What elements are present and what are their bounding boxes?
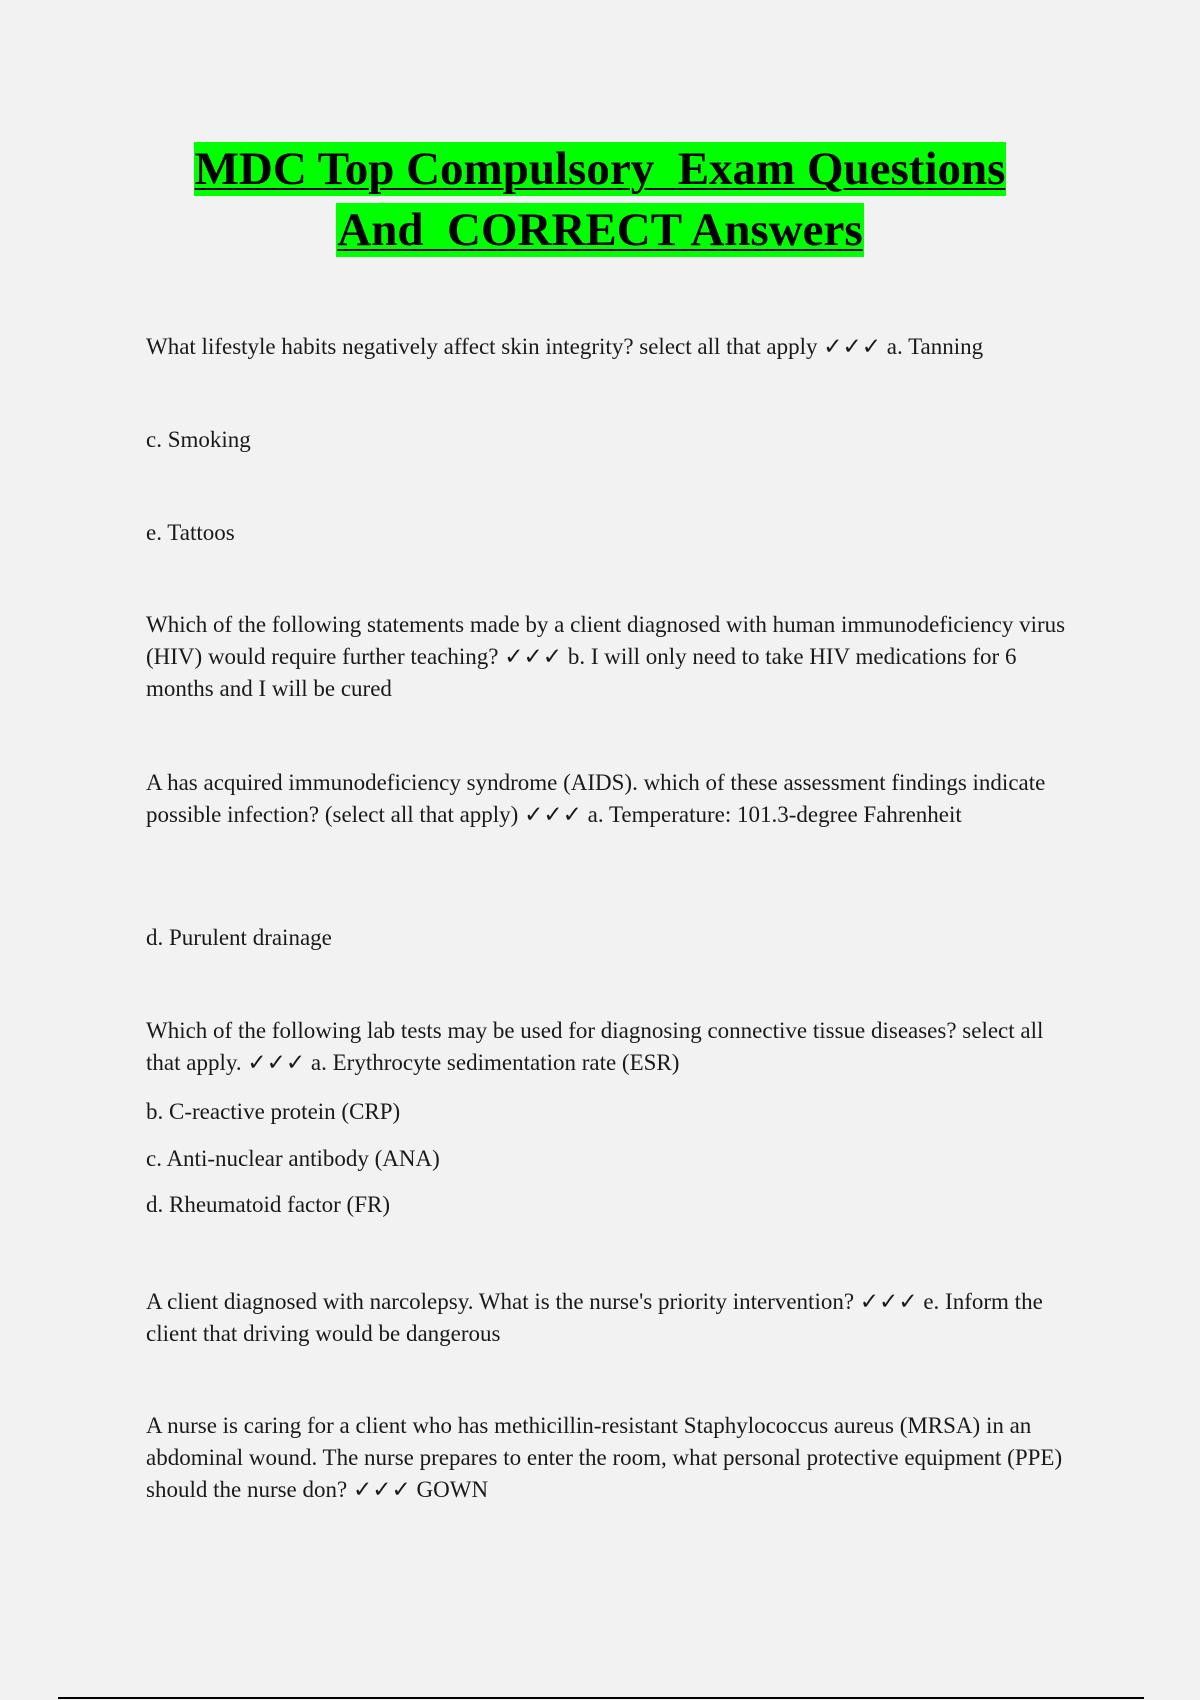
answer-purulent-drainage: d. Purulent drainage bbox=[146, 925, 332, 950]
title-line-1: MDC Top Compulsory Exam Questions bbox=[194, 143, 1006, 195]
question-connective-tissue: Which of the following lab tests may be used for diagnosing connective tissue diseases? select all that apply. ✓✓✓ a. Erythrocyte sedimentation rate (ESR) bbox=[146, 1018, 1044, 1075]
bottom-divider bbox=[58, 1697, 1144, 1699]
document-title bbox=[0, 142, 1200, 264]
question-aids-infection: A has acquired immunodeficiency syndrome (AIDS). which of these assessment findings indicate possible infection? (select all that apply) ✓✓✓ a. Temperature: 101.3-degree Fahrenheit bbox=[146, 770, 1046, 827]
question-mrsa-ppe: A nurse is caring for a client who has methicillin-resistant Staphylococcus aureus (MRSA) in an abdominal wound. The nurse prepares to enter the room, what personal protective equipment (PPE) should the nurse don? ✓✓✓ GOWN bbox=[146, 1413, 1063, 1502]
question-skin-integrity: What lifestyle habits negatively affect skin integrity? select all that apply ✓✓✓ a. Tanning bbox=[146, 334, 984, 359]
answer-smoking: c. Smoking bbox=[146, 427, 251, 452]
answer-crp: b. C-reactive protein (CRP) bbox=[146, 1099, 401, 1124]
title-line-2: And CORRECT Answers bbox=[337, 204, 863, 256]
question-narcolepsy: A client diagnosed with narcolepsy. What is the nurse's priority intervention? ✓✓✓ e. Inform the client that driving would be dangerous bbox=[146, 1289, 1043, 1346]
question-hiv-teaching: Which of the following statements made by a client diagnosed with human immunodeficiency virus (HIV) would require further teaching? ✓✓✓ b. I will only need to take HIV medications for 6 months and I will be cured bbox=[146, 612, 1066, 701]
answer-rheumatoid-factor: d. Rheumatoid factor (FR) bbox=[146, 1192, 391, 1217]
answer-ana: c. Anti-nuclear antibody (ANA) bbox=[146, 1146, 440, 1171]
answer-tattoos: e. Tattoos bbox=[146, 520, 235, 545]
